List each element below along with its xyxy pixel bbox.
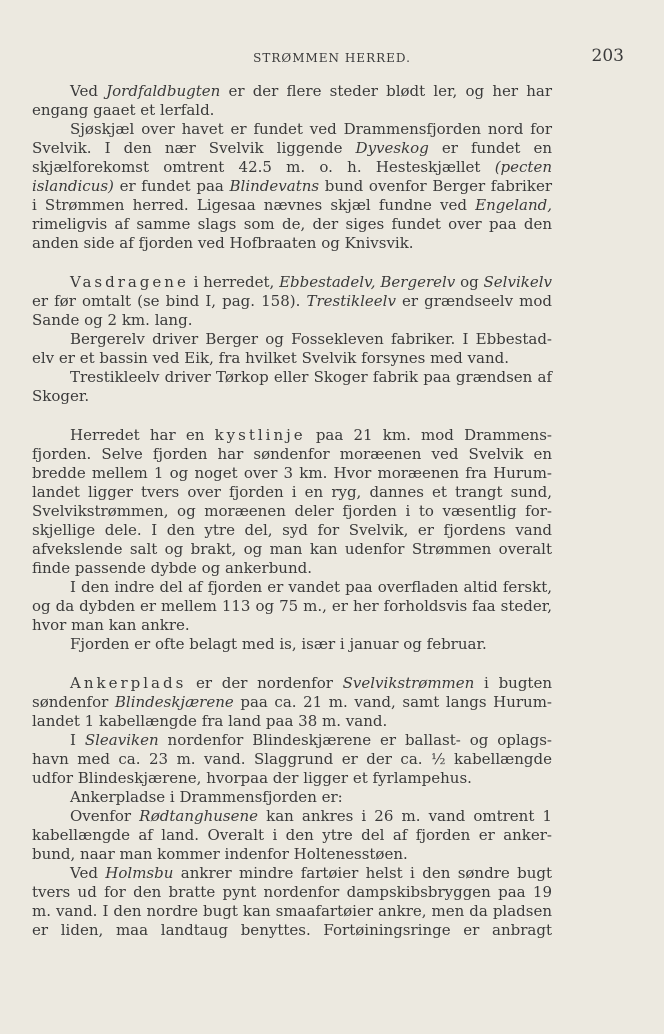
paragraph-bergerelv: Bergerelv driver Berger og Fossekleven fabriker. I Ebbestad-elv er et bassin ved Eik, fra hvilket Svelvik forsynes med vand.	[32, 330, 552, 367]
spaced-heading-word: kystlinje	[214, 426, 306, 444]
paragraph-holmsbu	[32, 864, 552, 940]
page-number: 203	[591, 46, 624, 66]
river-name: Bergerelv	[380, 273, 456, 291]
text-run: nordenfor Blindeskjærene er ballast- og oplags-havn med ca. 23 m. vand. Slaggrund er der ca. ½ kabellængde udfor Blindeskjærene, hvorpaa der ligger et fyrlampehus.	[32, 731, 552, 787]
running-header	[32, 46, 632, 70]
text-run: I	[70, 731, 85, 749]
text-run: Ovenfor	[70, 807, 140, 825]
header-title: STRØMMEN HERRED.	[253, 51, 411, 65]
text-run: er der flere steder blødt ler, og her har engang gaaet et lerfald.	[32, 82, 552, 119]
river-name: Ebbestadelv,	[279, 273, 376, 291]
paragraph-rodtanghusene	[32, 807, 552, 864]
text-run: Sjøskjæl over havet er fundet ved Drammensfjorden nord for Svelvik. I den nær Svelvik liggende	[32, 120, 552, 157]
place-name: Rødtanghusene	[139, 807, 259, 825]
paragraph-vasdragene	[32, 273, 552, 330]
text-run: og	[455, 273, 484, 291]
spaced-heading-word: Ankerplads	[70, 674, 187, 692]
text-run: bund ovenfor Berger fabriker i Strømmen herred. Ligesaa nævnes skjæl fundne ved	[32, 177, 552, 214]
text-run: er fundet en skjælforekomst omtrent 42.5 m. o. h. Hesteskjællet	[32, 139, 552, 176]
place-name: Engeland,	[475, 196, 552, 214]
paragraph-is: Fjorden er ofte belagt med is, især i januar og februar.	[70, 635, 487, 653]
place-name: Jordfaldbugten	[106, 82, 221, 100]
place-name: Blindeskjærene	[114, 693, 234, 711]
spaced-heading-word: Vasdragene	[70, 273, 189, 291]
text-run: paa 21 km. mod Drammens-fjorden. Selve fjorden har søndenfor moræenen ved Svelvik en bredde mellem 1 og noget over 3 km. Hvor moræenen fra Hurum-landet ligger tvers over fjorden i en ryg, dannes et trangt sund, Svelvikstrømmen, og moræenen deler fjorden i to væsentlig for-skjellige dele. I den ytre del, syd for Svelvik, er fjordens vand afvekslende salt og brakt, og man kan udenfor Strømmen overalt finde passende dybde og ankerbund.	[32, 426, 552, 577]
text-run: i herredet,	[188, 273, 280, 291]
river-name: Selvikelv	[483, 273, 552, 291]
text-run: Ved	[70, 864, 106, 882]
paragraph-sleaviken	[32, 731, 552, 788]
text-run: paa ca. 21 m. vand, samt langs Hurum-landet 1 kabellængde fra land paa 38 m. vand.	[32, 693, 552, 730]
text-run: Herredet har en	[70, 426, 215, 444]
species-name: (pecten islandicus)	[32, 158, 552, 195]
text-run: er før omtalt (se bind I, pag. 158).	[32, 292, 307, 310]
river-name: Trestikleelv	[306, 292, 396, 310]
text-run: rimeligvis af samme slags som de, der siges fundet over paa den anden side af fjorden ved Hofbraaten og Knivsvik.	[32, 215, 552, 252]
place-name: Holmsbu	[105, 864, 174, 882]
text-run: er fundet paa	[113, 177, 230, 195]
place-name: Dyveskog	[355, 139, 429, 157]
text-run: ankrer mindre fartøier helst i den søndre bugt tvers ud for den bratte pynt nordenfor dampskibsbryggen paa 19 m. vand. I den nordre bugt kan smaafartøier ankre, men da pladsen er liden, maa landtaug benyttes. Fortøiningsringe er anbragt	[32, 864, 552, 939]
paragraph-sjoskjael	[32, 120, 552, 253]
paragraph-jordfaldbugten	[32, 82, 552, 120]
page-body	[32, 82, 552, 940]
text-run: er der nordenfor	[186, 674, 343, 692]
text-run: i bugten søndenfor	[32, 674, 552, 711]
place-name: Svelvikstrømmen	[342, 674, 475, 692]
text-run: kan ankres i 26 m. vand omtrent 1 kabellængde af land. Overalt i den ytre del af fjorden er anker-bund, naar man kommer indenfor Holtenesstøen.	[32, 807, 552, 863]
place-name: Sleaviken	[84, 731, 159, 749]
text-run: Ved	[70, 82, 107, 100]
text-run: er grændseelv mod Sande og 2 km. lang.	[32, 292, 552, 329]
paragraph-kystlinje	[32, 426, 552, 578]
paragraph-ankerplads	[32, 674, 552, 731]
paragraph-indre-del: I den indre del af fjorden er vandet paa overfladen altid ferskt, og da dybden er mellem 113 og 75 m., er her forholdsvis faa steder, hvor man kan ankre.	[32, 578, 552, 634]
place-name: Blindevatns	[229, 177, 320, 195]
paragraph-ankerpladse: Ankerpladse i Drammensfjorden er:	[70, 788, 343, 806]
paragraph-trestikleelv: Trestikleelv driver Tørkop eller Skoger fabrik paa grændsen af Skoger.	[32, 368, 552, 405]
